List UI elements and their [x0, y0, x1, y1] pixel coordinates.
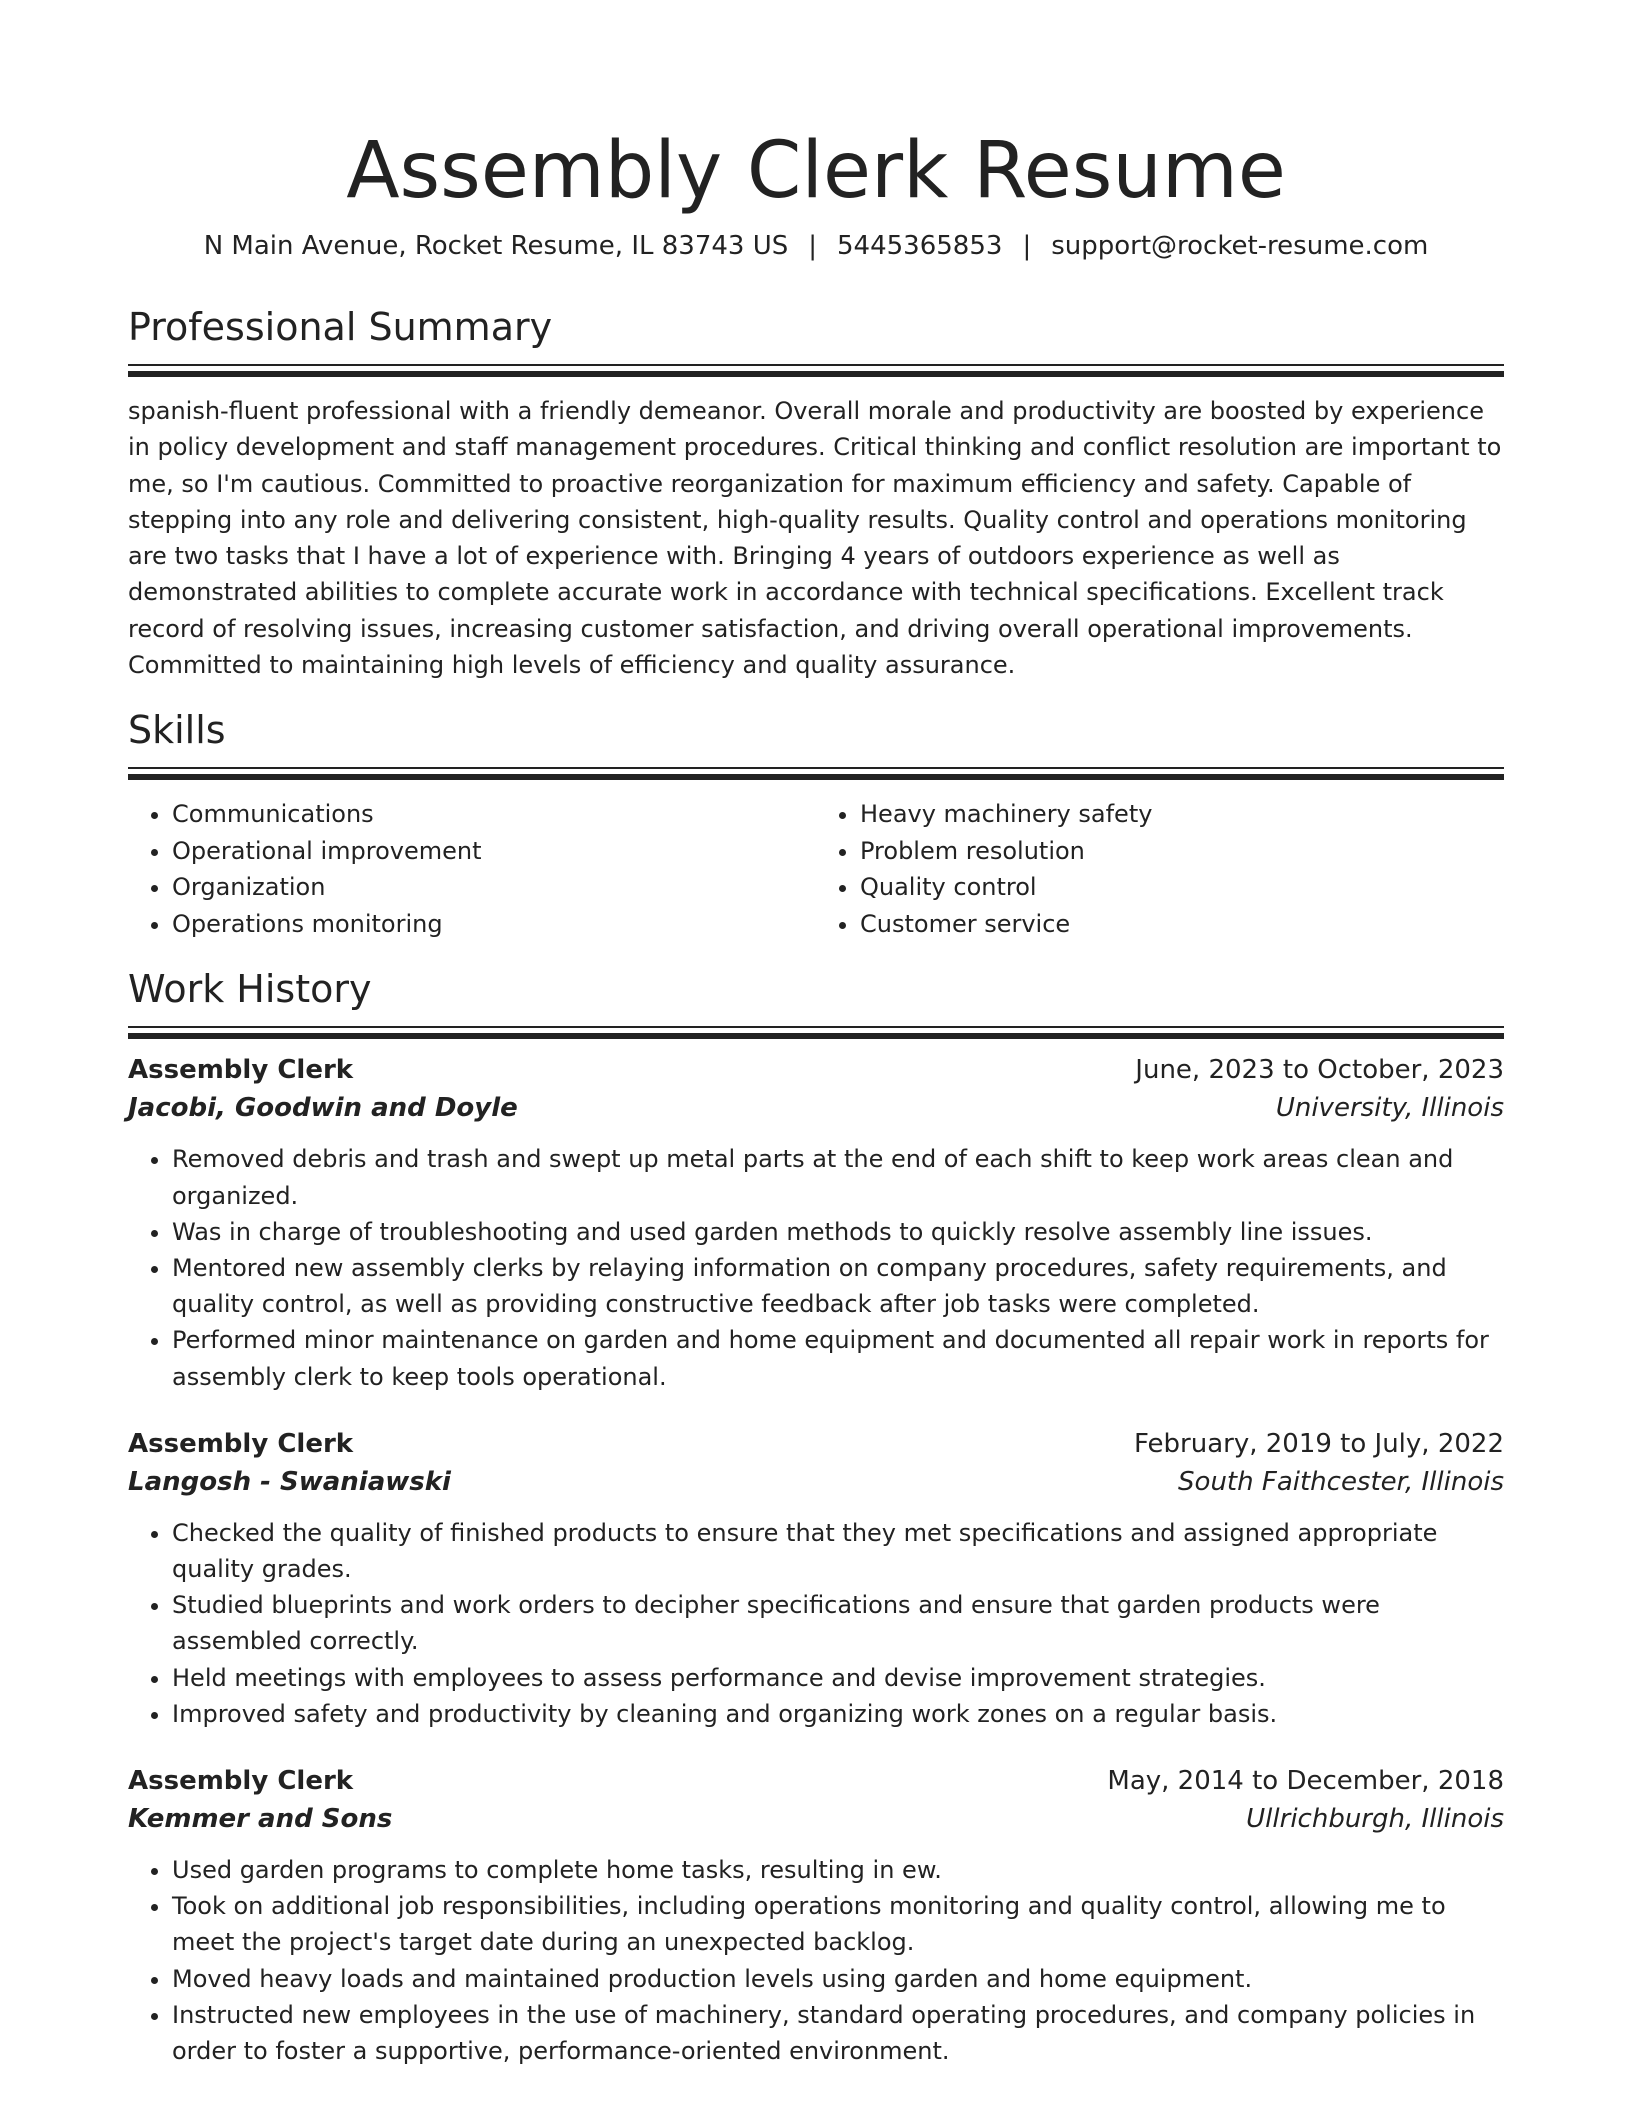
- job-header-row: [128, 1762, 1504, 1800]
- contact-email: support@rocket-resume.com: [1051, 231, 1429, 261]
- job-bullet: • Improved safety and productivity by cleaning and organizing work zones on a regular basis.: [172, 1696, 1504, 1732]
- job-bullet: • Moved heavy loads and maintained production levels using garden and home equipment.: [172, 1961, 1504, 1997]
- job-bullets: [128, 1141, 1504, 1394]
- job-bullet: • Was in charge of troubleshooting and used garden methods to quickly resolve assembly line issues.: [172, 1214, 1504, 1250]
- job-entry: [128, 1762, 1504, 2069]
- job-company: Kemmer and Sons: [128, 1804, 393, 1835]
- job-subheader-row: [128, 1463, 1504, 1501]
- contact-separator: |: [1022, 231, 1032, 261]
- skills-columns: [128, 796, 1504, 942]
- job-entry: [128, 1425, 1504, 1732]
- job-location: University, Illinois: [1275, 1093, 1504, 1124]
- job-bullet: • Studied blueprints and work orders to decipher specifications and ensure that garden products were assembled correctly.: [172, 1587, 1504, 1659]
- job-title: Assembly Clerk: [128, 1428, 354, 1459]
- section-divider: [128, 767, 1504, 780]
- skills-list-right: [816, 796, 1504, 942]
- skills-section: [128, 705, 1504, 942]
- job-dates: May, 2014 to December, 2018: [1107, 1766, 1504, 1797]
- job-location: Ullrichburgh, Illinois: [1246, 1804, 1504, 1835]
- job-dates: June, 2023 to October, 2023: [1135, 1055, 1504, 1086]
- contact-line: [128, 228, 1504, 264]
- section-title-work: Work History: [128, 967, 372, 1012]
- skill-item: • Customer service: [860, 906, 1504, 943]
- contact-address: N Main Avenue, Rocket Resume, IL 83743 US: [203, 231, 789, 261]
- resume-title: Assembly Clerk Resume: [346, 126, 1286, 216]
- job-location: South Faithcester, Illinois: [1178, 1466, 1504, 1497]
- skill-item: • Problem resolution: [860, 833, 1504, 870]
- skills-list-left: [128, 796, 816, 942]
- skill-item: • Communications: [172, 796, 816, 833]
- section-title-summary: Professional Summary: [128, 305, 553, 349]
- job-bullet: • Removed debris and trash and swept up metal parts at the end of each shift to keep work areas clean and organized.: [172, 1141, 1504, 1213]
- job-title: Assembly Clerk: [128, 1766, 354, 1797]
- summary-section: [128, 302, 1504, 683]
- summary-text: spanish-fluent professional with a friendly demeanor. Overall morale and productivity are boosted by experience in policy development and staff management procedures. Critical thinking and conflict resolution are important to me, so I'm cautious. Committed to proactive reorganization for maximum efficiency and safety. Capable of stepping into any role and delivering consistent, high-quality results. Quality control and operations monitoring are two tasks that I have a lot of experience with. Bringing 4 years of outdoors experience as well as demonstrated abilities to complete accurate work in accordance with technical specifications. Excellent track record of resolving issues, increasing customer satisfaction, and driving overall operational improvements. Committed to maintaining high levels of efficiency and quality assurance.: [128, 397, 1502, 680]
- job-header-row: [128, 1051, 1504, 1089]
- job-bullet: • Used garden programs to complete home tasks, resulting in ew.: [172, 1852, 1504, 1888]
- section-divider: [128, 364, 1504, 377]
- job-bullet: • Mentored new assembly clerks by relaying information on company procedures, safety requirements, and quality control, as well as providing constructive feedback after job tasks were completed.: [172, 1250, 1504, 1322]
- skill-item: • Operational improvement: [172, 833, 816, 870]
- job-header-row: [128, 1425, 1504, 1463]
- job-bullet: • Instructed new employees in the use of machinery, standard operating procedures, and company policies in order to foster a supportive, performance-oriented environment.: [172, 1997, 1504, 2069]
- job-bullets: [128, 1852, 1504, 2069]
- skill-item: • Heavy machinery safety: [860, 796, 1504, 833]
- contact-phone: 5445365853: [837, 231, 1003, 261]
- section-divider: [128, 1026, 1504, 1039]
- work-section: [128, 964, 1504, 2069]
- resume-page: [128, 0, 1504, 2069]
- job-subheader-row: [128, 1800, 1504, 1838]
- job-subheader-row: [128, 1089, 1504, 1127]
- job-entry: [128, 1051, 1504, 1394]
- skill-item: • Organization: [172, 869, 816, 906]
- job-dates: February, 2019 to July, 2022: [1134, 1428, 1504, 1459]
- job-company: Langosh - Swaniawski: [128, 1466, 451, 1497]
- contact-separator: |: [808, 231, 818, 261]
- job-bullet: • Performed minor maintenance on garden and home equipment and documented all repair work in reports for assembly clerk to keep tools operational.: [172, 1322, 1504, 1394]
- skill-item: • Quality control: [860, 869, 1504, 906]
- skill-item: • Operations monitoring: [172, 906, 816, 943]
- job-bullets: [128, 1515, 1504, 1732]
- job-company: Jacobi, Goodwin and Doyle: [128, 1093, 518, 1124]
- job-bullet: • Checked the quality of finished products to ensure that they met specifications and assigned appropriate quality grades.: [172, 1515, 1504, 1587]
- section-title-skills: Skills: [128, 708, 226, 753]
- job-bullet: • Took on additional job responsibilities, including operations monitoring and quality control, allowing me to meet the project's target date during an unexpected backlog.: [172, 1888, 1504, 1960]
- job-bullet: • Held meetings with employees to assess performance and devise improvement strategies.: [172, 1660, 1504, 1696]
- job-title: Assembly Clerk: [128, 1055, 354, 1086]
